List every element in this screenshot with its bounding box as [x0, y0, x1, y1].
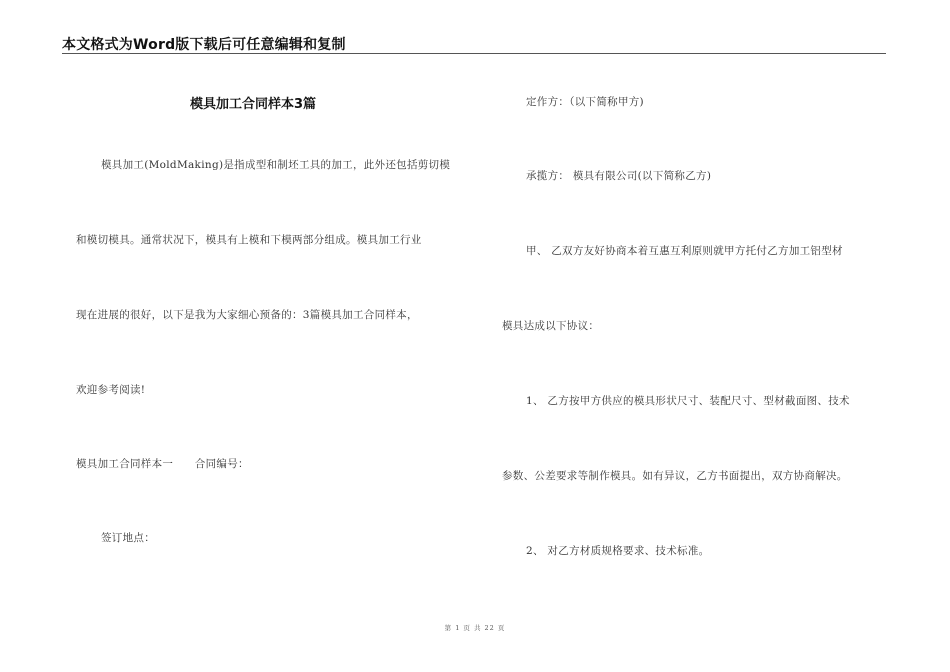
- header-divider: [62, 53, 886, 54]
- paragraph-line: 甲、 乙双方友好协商本着互惠互利原则就甲方托付乙方加工铝型材: [526, 245, 843, 257]
- page-indicator: 第 1 页 共 22 页: [444, 624, 506, 632]
- paragraph-line: 模具达成以下协议：: [502, 320, 600, 332]
- document-title: 模具加工合同样本3篇: [190, 97, 317, 112]
- paragraph-line: 模具加工(MoldMaking)是指成型和制坯工具的加工，此外还包括剪切模: [101, 159, 451, 171]
- header-banner: 本文格式为Word版下载后可任意编辑和复制: [62, 37, 346, 53]
- paragraph-line: 和模切模具。通常状况下，模具有上模和下模两部分组成。模具加工行业: [76, 234, 422, 246]
- clause-2-line: 2、 对乙方材质规格要求、技术标准。: [526, 545, 710, 557]
- signing-location: 签订地点：: [101, 532, 155, 544]
- paragraph-line: 现在进展的很好，以下是我为大家细心预备的：3篇模具加工合同样本，: [76, 309, 418, 321]
- clause-1-line: 1、 乙方按甲方供应的模具形状尺寸、装配尺寸、型材截面图、技术: [526, 395, 850, 407]
- party-b-line: 承揽方： 模具有限公司(以下简称乙方): [526, 170, 712, 182]
- party-a-line: 定作方：（以下简称甲方): [526, 96, 644, 108]
- paragraph-line: 参数、公差要求等制作模具。如有异议，乙方书面提出，双方协商解决。: [502, 470, 848, 482]
- contract-heading: 模具加工合同样本一 合同编号：: [76, 458, 249, 470]
- paragraph-line: 欢迎参考阅读!: [76, 384, 146, 396]
